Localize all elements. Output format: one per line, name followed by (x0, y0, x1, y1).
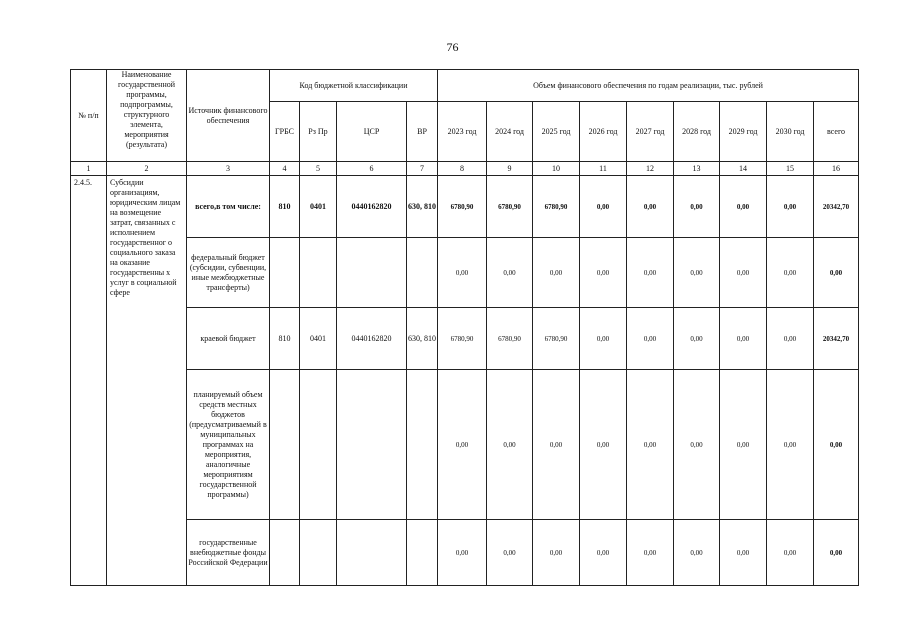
source-cell: планируемый объем средств местных бюджетов (предусматриваемый в муниципальных программах на мероприятия, аналогичные мероприятиям государственной программы) (187, 370, 270, 520)
col-number: 6 (337, 162, 407, 176)
vr-cell (407, 370, 438, 520)
rzpr-cell (300, 238, 337, 308)
col-number: 14 (720, 162, 767, 176)
value-2026: 0,00 (580, 370, 627, 520)
value-total: 0,00 (814, 238, 859, 308)
col-number: 8 (438, 162, 487, 176)
value-2027: 0,00 (627, 176, 674, 238)
csr-cell: 0440162820 (337, 176, 407, 238)
header-vr: ВР (407, 102, 438, 162)
value-2029: 0,00 (720, 370, 767, 520)
col-number: 4 (270, 162, 300, 176)
col-number: 15 (767, 162, 814, 176)
value-total: 20342,70 (814, 176, 859, 238)
value-2026: 0,00 (580, 520, 627, 586)
col-number: 5 (300, 162, 337, 176)
header-2026: 2026 год (580, 102, 627, 162)
value-2028: 0,00 (674, 238, 720, 308)
value-2027: 0,00 (627, 308, 674, 370)
value-2025: 6780,90 (533, 308, 580, 370)
source-cell: краевой бюджет (187, 308, 270, 370)
col-number: 12 (627, 162, 674, 176)
header-2027: 2027 год (627, 102, 674, 162)
value-2024: 6780,90 (487, 308, 533, 370)
col-number: 7 (407, 162, 438, 176)
value-2028: 0,00 (674, 370, 720, 520)
csr-cell (337, 238, 407, 308)
vr-cell: 630, 810 (407, 176, 438, 238)
grbs-cell: 810 (270, 176, 300, 238)
rzpr-cell: 0401 (300, 308, 337, 370)
table-row-federal (71, 238, 859, 308)
value-2028: 0,00 (674, 308, 720, 370)
value-2028: 0,00 (674, 176, 720, 238)
header-2028: 2028 год (674, 102, 720, 162)
value-2023: 0,00 (438, 370, 487, 520)
col-number: 13 (674, 162, 720, 176)
grbs-cell: 810 (270, 308, 300, 370)
value-2026: 0,00 (580, 176, 627, 238)
item-number: 2.4.5. (71, 176, 107, 586)
vr-cell (407, 238, 438, 308)
header-budget-code: Код бюджетной классификации (270, 70, 438, 102)
value-2028: 0,00 (674, 520, 720, 586)
header-grbs: ГРБС (270, 102, 300, 162)
table-row-regional (71, 308, 859, 370)
value-2024: 0,00 (487, 370, 533, 520)
col-number: 2 (107, 162, 187, 176)
vr-cell (407, 520, 438, 586)
table-row-funds (71, 520, 859, 586)
value-2024: 0,00 (487, 520, 533, 586)
col-number: 16 (814, 162, 859, 176)
item-name: Субсидии организациям, юридическим лицам на возмещение затрат, связанных с исполнением государственног о социального заказа на оказание государственны х услуг в социальной сфере (107, 176, 187, 586)
header-total: всего (814, 102, 859, 162)
value-2024: 6780,90 (487, 176, 533, 238)
csr-cell (337, 520, 407, 586)
header-2030: 2030 год (767, 102, 814, 162)
value-2025: 0,00 (533, 238, 580, 308)
source-cell: государственные внебюджетные фонды Российской Федерации (187, 520, 270, 586)
value-2030: 0,00 (767, 370, 814, 520)
csr-cell: 0440162820 (337, 308, 407, 370)
table-row-local (71, 370, 859, 520)
value-2030: 0,00 (767, 520, 814, 586)
table-row-total (71, 176, 859, 238)
rzpr-cell: 0401 (300, 176, 337, 238)
value-2029: 0,00 (720, 520, 767, 586)
page-number: 76 (446, 40, 459, 54)
rzpr-cell (300, 520, 337, 586)
value-2027: 0,00 (627, 370, 674, 520)
header-csr: ЦСР (337, 102, 407, 162)
col-number: 11 (580, 162, 627, 176)
col-number: 1 (71, 162, 107, 176)
budget-table (70, 69, 859, 586)
csr-cell (337, 370, 407, 520)
value-2029: 0,00 (720, 176, 767, 238)
value-2030: 0,00 (767, 176, 814, 238)
value-2023: 0,00 (438, 520, 487, 586)
header-2023: 2023 год (438, 102, 487, 162)
value-2023: 6780,90 (438, 176, 487, 238)
value-2025: 0,00 (533, 520, 580, 586)
value-2025: 6780,90 (533, 176, 580, 238)
value-2023: 0,00 (438, 238, 487, 308)
col-number: 9 (487, 162, 533, 176)
value-2024: 0,00 (487, 238, 533, 308)
value-2023: 6780,90 (438, 308, 487, 370)
value-2027: 0,00 (627, 238, 674, 308)
value-2030: 0,00 (767, 238, 814, 308)
grbs-cell (270, 370, 300, 520)
value-2027: 0,00 (627, 520, 674, 586)
header-volume: Объем финансового обеспечения по годам реализации, тыс. рублей (438, 70, 859, 102)
value-2029: 0,00 (720, 308, 767, 370)
col-number: 3 (187, 162, 270, 176)
grbs-cell (270, 520, 300, 586)
value-2025: 0,00 (533, 370, 580, 520)
value-2030: 0,00 (767, 308, 814, 370)
column-number-row (71, 162, 859, 176)
header-2025: 2025 год (533, 102, 580, 162)
header-rzpr: Рз Пр (300, 102, 337, 162)
grbs-cell (270, 238, 300, 308)
header-source: Источник финансового обеспечения (187, 70, 270, 162)
source-cell: всего,в том числе: (187, 176, 270, 238)
header-2029: 2029 год (720, 102, 767, 162)
value-total: 0,00 (814, 370, 859, 520)
header-num: № п/п (71, 70, 107, 162)
header-2024: 2024 год (487, 102, 533, 162)
col-number: 10 (533, 162, 580, 176)
header-name: Наименование государственной программы, подпрограммы, структурного элемента, мероприятия (результата) (107, 70, 187, 162)
value-total: 20342,70 (814, 308, 859, 370)
header-row-1 (71, 70, 859, 102)
vr-cell: 630, 810 (407, 308, 438, 370)
source-cell: федеральный бюджет (субсидии, субвенции, иные межбюджетные трансферты) (187, 238, 270, 308)
value-total: 0,00 (814, 520, 859, 586)
value-2026: 0,00 (580, 308, 627, 370)
rzpr-cell (300, 370, 337, 520)
value-2029: 0,00 (720, 238, 767, 308)
value-2026: 0,00 (580, 238, 627, 308)
